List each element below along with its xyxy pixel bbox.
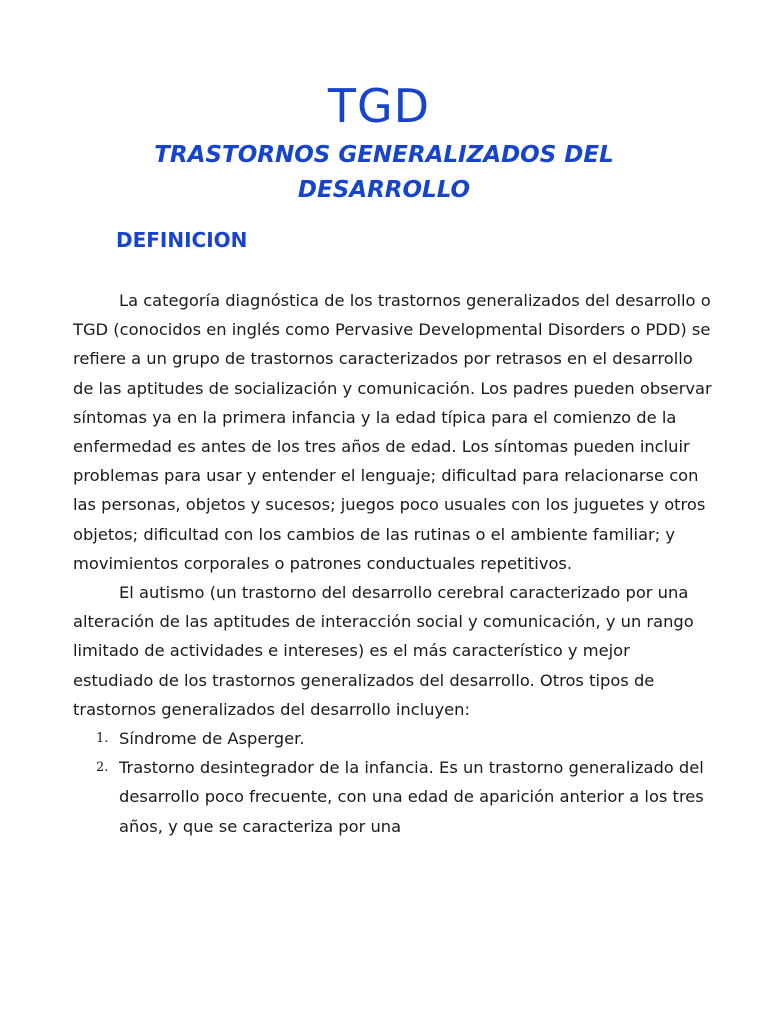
document-title: TGD: [327, 79, 431, 133]
paragraph: La categoría diagnóstica de los trastornos generalizados del desarrollo o TGD (conocidos en inglés como Pervasive Developmental Disorders o PDD) se refiere a un grupo de trastornos caracterizados por retrasos en el desarrollo de las aptitudes de socialización y comunicación. Los padres pueden observar síntomas ya en la primera infancia y la edad típica para el comienzo de la enfermedad es antes de los tres años de edad. Los síntomas pueden incluir problemas para usar y entender el lenguaje; dificultad para relacionarse con las personas, objetos y sucesos; juegos poco usuales con los juguetes y otros objetos; dificultad con los cambios de las rutinas o el ambiente familiar; y movimientos corporales o patrones conductuales repetitivos.: [73, 291, 712, 573]
list-item-number: 2.: [96, 760, 109, 776]
paragraph: El autismo (un trastorno del desarrollo cerebral caracterizado por una alteración de las aptitudes de interacción social y comunicación, y un rango limitado de actividades e intereses) es el más característico y mejor estudiado de los trastornos generalizados del desarrollo. Otros tipos de trastornos generalizados del desarrollo incluyen:: [73, 583, 694, 719]
section-heading: DEFINICION: [116, 228, 248, 252]
document-subtitle: [100, 138, 668, 208]
list-item-text: Trastorno desintegrador de la infancia. Es un trastorno generalizado del desarrollo poco frecuente, con una edad de aparición anterior a los tres años, y que se caracteriza por una: [119, 758, 704, 836]
subtitle-line-2: DESARROLLO: [297, 177, 471, 203]
subtitle-line-1: TRASTORNOS GENERALIZADOS DEL: [154, 142, 614, 168]
list-item: [73, 724, 713, 753]
list-item-text: Síndrome de Asperger.: [119, 729, 305, 749]
list-item: [73, 753, 713, 841]
ordered-list: [73, 724, 713, 841]
list-item-number: 1.: [96, 731, 109, 747]
document-body: [73, 286, 713, 841]
